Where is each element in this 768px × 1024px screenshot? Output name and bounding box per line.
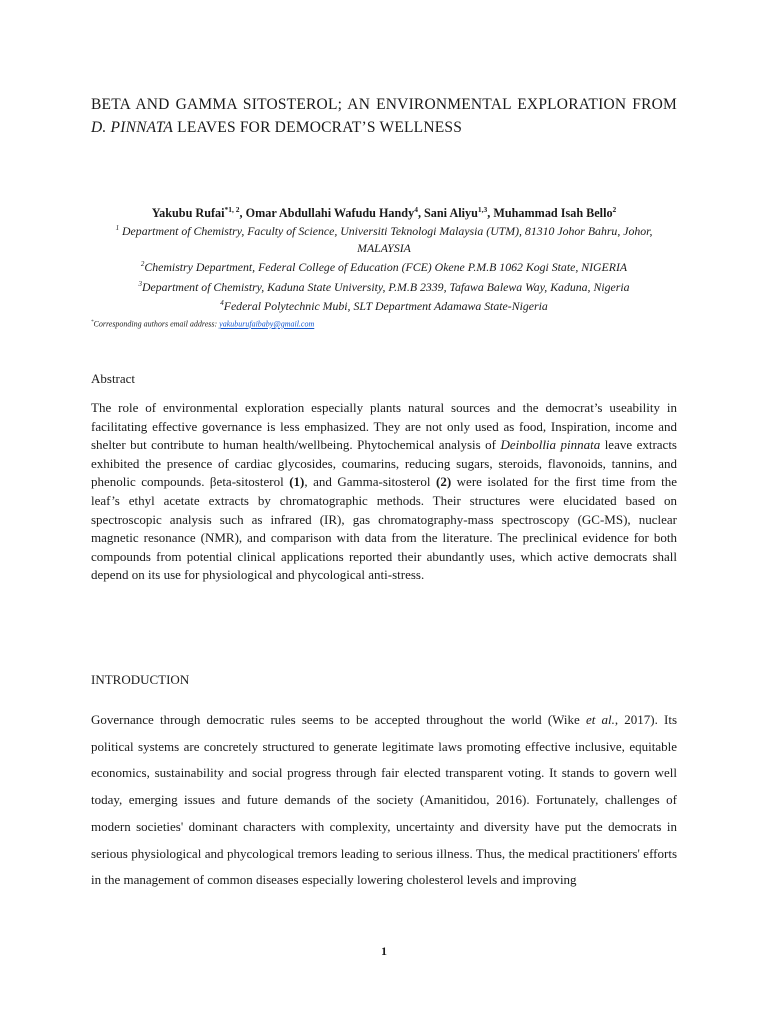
corresponding-marker: * [91, 320, 94, 325]
author-name: Yakubu Rufai [151, 206, 225, 221]
affiliation-number: 1 [115, 224, 120, 232]
paper-title [91, 94, 677, 139]
author-affil-sup: *1, 2 [224, 205, 240, 214]
abstract-text: , and Gamma-sitosterol [304, 474, 436, 490]
page-number: 1 [381, 944, 387, 958]
author-separator: , [417, 206, 425, 221]
title-text-1: BETA AND GAMMA SITOSTEROL; AN ENVIRONMENTAL EXPLORATION FROM [91, 96, 677, 113]
corresponding-label: Corresponding authors email address: [93, 319, 220, 329]
author [152, 206, 246, 220]
affiliation-number: 2 [140, 260, 145, 269]
introduction-heading: INTRODUCTION [91, 672, 190, 687]
affiliation-number: 3 [138, 279, 142, 288]
affiliation-number: 4 [220, 299, 224, 308]
compound-label-2: (2) [436, 474, 452, 490]
introduction-body [91, 707, 677, 894]
author-name: Sani Aliyu [424, 206, 478, 221]
abstract-heading: Abstract [91, 371, 136, 386]
author [246, 206, 424, 220]
title-species-italic: D. PINNATA [91, 118, 174, 136]
corresponding-author-note [91, 317, 677, 331]
compound-label-1: (1) [289, 474, 305, 490]
title-text-2: LEAVES FOR DEMOCRAT’S WELLNESS [173, 118, 463, 136]
affiliation [91, 220, 677, 256]
affiliation-list [91, 220, 677, 315]
intro-etal-italic: et al. [585, 712, 615, 727]
author [493, 206, 616, 220]
affiliation [91, 276, 677, 296]
affiliation-text: Chemistry Department, Federal College of Education (FCE) Okene P.M.B 1062 Kogi State, NIGERIA [144, 260, 628, 275]
abstract-text: leave extracts exhibited the presence of cardiac glycosides, coumarins, reducing sugars, steroids, flavonoids, tannins, and phenolic compounds. βeta-sitosterol [91, 437, 677, 490]
affiliation-text: Federal Polytechnic Mubi, SLT Department Adamawa State-Nigeria [223, 299, 548, 314]
author-separator: , [487, 206, 494, 221]
intro-text: , 2017). Its political systems are concretely structured to generate legitimate laws promoting effective inclusive, equitable economics, sustainability and social progress through fair elected transparent voting. It stands to govern well today, emerging issues and future demands of the society (Amanitidou, 2016). Fortunately, challenges of modern societies' dominant characters with complexity, uncertainty and diversity have put the democrats in serious physiological and phycological tremors leading to serious illness. Thus, the medical practitioners' efforts in the management of common diseases especially lowering cholesterol levels and improving [91, 712, 677, 888]
affiliation-text: Department of Chemistry, Faculty of Science, Universiti Teknologi Malaysia (UTM), 81310 Johor Bahru, Johor, MALAYSIA [119, 223, 653, 255]
author-affil-sup: 1,3 [477, 205, 488, 214]
abstract-body [91, 399, 677, 585]
author-name: Muhammad Isah Bello [493, 206, 613, 221]
author-affil-sup: 4 [414, 205, 418, 214]
affiliation-text: Department of Chemistry, Kaduna State University, P.M.B 2339, Tafawa Balewa Way, Kaduna, Nigeria [142, 279, 630, 294]
abstract-text: were isolated for the first time from the leaf’s ethyl acetate extracts by chromatographic methods. Their structures were elucidated based on spectroscopic analysis such as infrared (IR), gas chromatography-mass spectroscopy (GC-MS), nuclear magnetic resonance (NMR), and comparison with data from the literature. The preclinical evidence for both compounds from potential clinical applications reported their abundantly uses, which active democrats shall depend on its use for physiological and phycological anti-stress. [91, 474, 678, 583]
author-separator: , [239, 206, 246, 221]
author-list [91, 202, 677, 221]
intro-text: Governance through democratic rules seems to be accepted throughout the world (Wike [91, 712, 586, 727]
affiliation [91, 256, 677, 276]
author-name: Omar Abdullahi Wafudu Handy [245, 206, 415, 221]
affiliation [91, 295, 677, 315]
author [424, 206, 493, 220]
author-affil-sup: 2 [612, 205, 617, 214]
abstract-text: The role of environmental exploration especially plants natural sources and the democrat’s useability in facilitating effective governance is less emphasized. They are not only used as food, Inspiration, income and shelter but contribute to human health/wellbeing. Phytochemical analysis of [91, 400, 677, 453]
abstract-species-italic: Deinbollia pinnata [500, 437, 601, 453]
corresponding-email-link[interactable]: yakuburufaibaby@gmail.com [219, 319, 315, 329]
